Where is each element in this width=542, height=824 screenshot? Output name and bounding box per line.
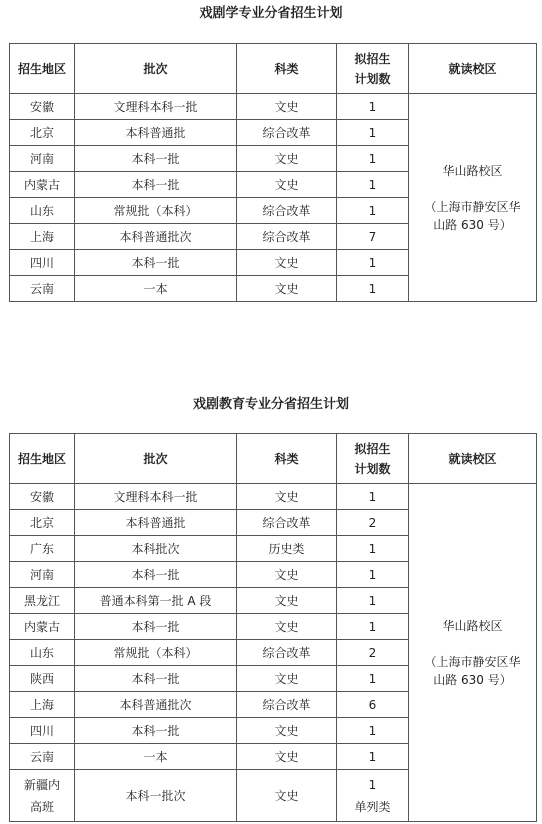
batch-cell: 本科普通批次 [75,692,237,718]
header-count: 拟招生计划数 [337,434,409,484]
count-cell: 1 [337,172,409,198]
category-cell: 文史 [237,744,337,770]
batch-cell: 本科批次 [75,536,237,562]
campus-cell [409,484,537,822]
count-note: 单列类 [354,799,391,814]
category-cell: 综合改革 [237,640,337,666]
header-count: 拟招生计划数 [337,44,409,94]
batch-cell: 一本 [75,744,237,770]
region-cell: 陕西 [10,666,75,692]
region-cell: 北京 [10,510,75,536]
region-cell: 内蒙古 [10,614,75,640]
region-cell: 上海 [10,224,75,250]
category-cell: 文史 [237,94,337,120]
category-cell: 文史 [237,562,337,588]
category-cell: 文史 [237,666,337,692]
region-cell: 山东 [10,640,75,666]
count-value: 1 [368,777,377,792]
header-campus: 就读校区 [409,44,537,94]
category-cell: 综合改革 [237,198,337,224]
count-cell: 7 [337,224,409,250]
region-cell: 安徽 [10,94,75,120]
batch-cell: 本科一批 [75,614,237,640]
region-cell: 云南 [10,276,75,302]
region-cell: 黑龙江 [10,588,75,614]
category-cell: 文史 [237,588,337,614]
campus-cell [409,94,537,302]
count-cell: 1 [337,744,409,770]
count-cell: 2 [337,640,409,666]
header-batch: 批次 [75,44,237,94]
category-cell: 文史 [237,146,337,172]
count-cell: 1 [337,146,409,172]
batch-cell: 本科一批次 [75,770,237,822]
batch-cell: 本科一批 [75,172,237,198]
count-cell: 1 [337,484,409,510]
header-region: 招生地区 [10,434,75,484]
count-cell: 2 [337,510,409,536]
batch-cell: 本科一批 [75,718,237,744]
count-cell: 1 [337,94,409,120]
count-cell [337,770,409,822]
region-cell: 河南 [10,146,75,172]
category-cell: 文史 [237,718,337,744]
count-cell: 1 [337,250,409,276]
region-cell: 内蒙古 [10,172,75,198]
count-cell: 1 [337,666,409,692]
table1-title: 戏剧学专业分省招生计划 [199,6,343,21]
batch-cell: 本科一批 [75,666,237,692]
count-cell: 1 [337,614,409,640]
region-cell: 上海 [10,692,75,718]
header-category: 科类 [237,44,337,94]
table2-section [0,397,542,413]
table-row [10,484,537,510]
category-cell: 文史 [237,276,337,302]
header-batch: 批次 [75,434,237,484]
count-cell: 1 [337,276,409,302]
table1 [9,43,537,302]
batch-cell: 本科一批 [75,146,237,172]
header-region: 招生地区 [10,44,75,94]
table2-header-row [10,434,537,484]
category-cell: 文史 [237,614,337,640]
category-cell: 综合改革 [237,692,337,718]
batch-cell: 文理科本科一批 [75,94,237,120]
region-cell: 四川 [10,250,75,276]
batch-cell: 常规批（本科） [75,640,237,666]
count-cell: 6 [337,692,409,718]
header-category: 科类 [237,434,337,484]
region-cell: 云南 [10,744,75,770]
category-cell: 文史 [237,172,337,198]
campus-address: （上海市静安区华山路 630 号） [424,199,521,232]
batch-cell: 常规批（本科） [75,198,237,224]
category-cell: 综合改革 [237,120,337,146]
region-cell: 北京 [10,120,75,146]
batch-cell: 一本 [75,276,237,302]
table2 [9,433,537,822]
campus-name: 华山路校区 [442,618,503,633]
count-cell: 1 [337,120,409,146]
count-cell: 1 [337,562,409,588]
region-cell: 河南 [10,562,75,588]
table2-title: 戏剧教育专业分省招生计划 [192,397,349,412]
table-row [10,94,537,120]
campus-name: 华山路校区 [442,163,503,178]
batch-cell: 本科一批 [75,250,237,276]
batch-cell: 文理科本科一批 [75,484,237,510]
batch-cell: 普通本科第一批 A 段 [75,588,237,614]
batch-cell: 本科普通批 [75,510,237,536]
region-cell: 安徽 [10,484,75,510]
campus-address: （上海市静安区华山路 630 号） [424,654,521,687]
table1-section [0,6,542,22]
header-campus: 就读校区 [409,434,537,484]
region-cell: 广东 [10,536,75,562]
batch-cell: 本科普通批次 [75,224,237,250]
region-cell: 山东 [10,198,75,224]
count-cell: 1 [337,588,409,614]
region-cell: 四川 [10,718,75,744]
category-cell: 文史 [237,250,337,276]
table1-header-row [10,44,537,94]
count-cell: 1 [337,198,409,224]
batch-cell: 本科一批 [75,562,237,588]
category-cell: 历史类 [237,536,337,562]
category-cell: 综合改革 [237,224,337,250]
count-cell: 1 [337,718,409,744]
category-cell: 综合改革 [237,510,337,536]
category-cell: 文史 [237,484,337,510]
region-cell: 新疆内高班 [10,770,75,822]
batch-cell: 本科普通批 [75,120,237,146]
count-cell: 1 [337,536,409,562]
category-cell: 文史 [237,770,337,822]
